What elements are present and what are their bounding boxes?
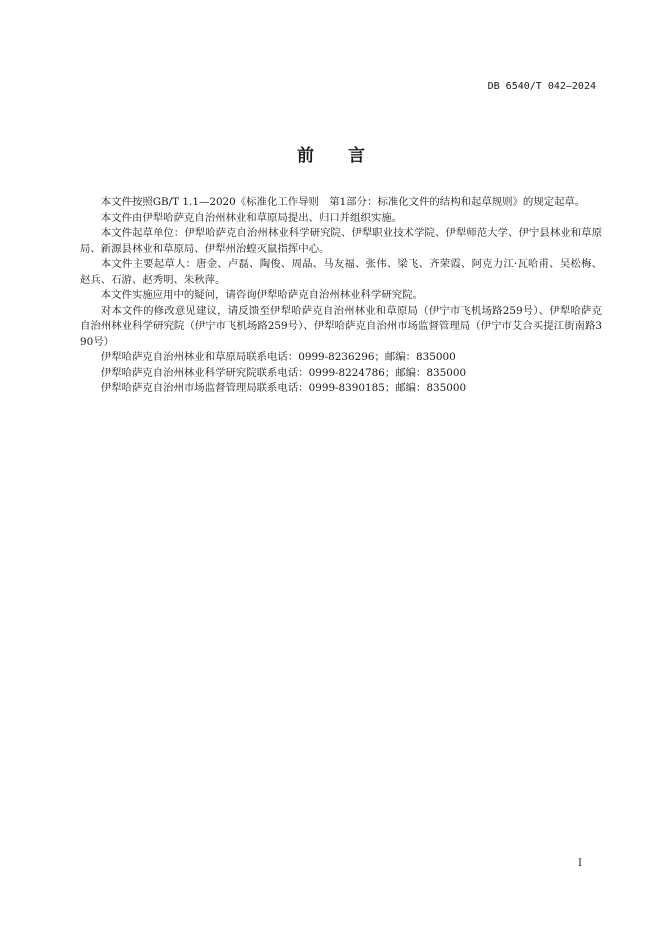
foreword-body	[80, 195, 602, 397]
paragraph-drafters: 本文件主要起草人：唐金、卢磊、陶俊、周晶、马友福、张伟、梁飞、齐荣霞、阿克力江·瓦哈甫、吴松梅、赵兵、石游、赵秀明、朱秋萍。	[80, 258, 602, 286]
paragraph-inquiries: 本文件实施应用中的疑问，请咨询伊犁哈萨克自治州林业科学研究院。	[100, 289, 423, 301]
paragraph-proposer: 本文件由伊犁哈萨克自治州林业和草原局提出、归口并组织实施。	[100, 211, 403, 224]
page-title: 前 言	[297, 146, 365, 166]
paragraph-contact-forestry: 伊犁哈萨克自治州林业和草原局联系电话：0999-8236296；邮编：835000	[100, 351, 456, 363]
paragraph-contact-market: 伊犁哈萨克自治州市场监督管理局联系电话：0999-8390185；邮编：835000	[100, 382, 467, 394]
paragraph-contact-institute: 伊犁哈萨克自治州林业科学研究院联系电话：0999-8224786；邮编：835000	[100, 366, 467, 379]
paragraph-drafting-basis: 本文件按照GB/T 1.1—2020《标准化工作导则 第1部分：标准化文件的结构和起草规则》的规定起草。	[100, 196, 586, 208]
paragraph-feedback: 对本文件的修改意见建议，请反馈至伊犁哈萨克自治州林业和草原局（伊宁市飞机场路259号）、伊犁哈萨克自治州林业科学研究院（伊宁市飞机场路259号）、伊犁哈萨克自治州市场监督管理局（伊宁市艾合买提江街南路390号）	[80, 304, 602, 348]
document-code: DB 6540/T 042—2024	[487, 81, 596, 92]
paragraph-drafting-units: 本文件起草单位：伊犁哈萨克自治州林业科学研究院、伊犁职业技术学院、伊犁师范大学、伊宁县林业和草原局、新源县林业和草原局、伊犁州治蝗灭鼠指挥中心。	[80, 227, 602, 255]
page-number: I	[578, 858, 582, 869]
